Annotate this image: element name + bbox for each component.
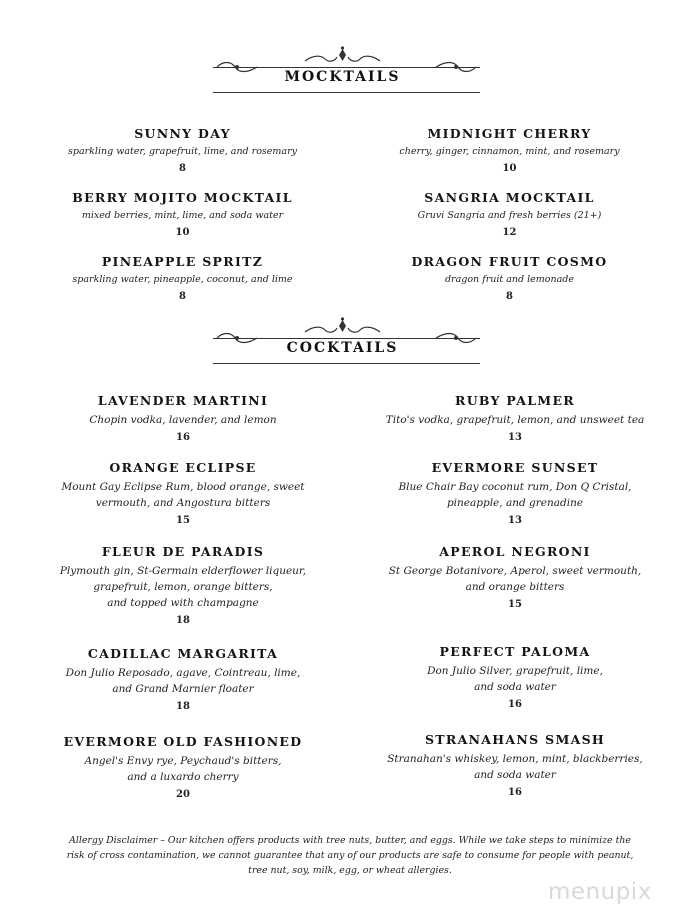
disclaimer-line: tree nut, soy, milk, egg, or wheat allergies. xyxy=(248,865,452,876)
item-price: 8 xyxy=(506,291,513,302)
description-line: vermouth, and Angostura bitters xyxy=(95,497,271,509)
item-name: EVERMORE SUNSET xyxy=(431,460,599,475)
item-description xyxy=(350,751,680,783)
menu-item xyxy=(30,254,335,302)
item-name: DRAGON FRUIT COSMO xyxy=(411,254,608,269)
item-price: 10 xyxy=(502,163,517,174)
item-name: SANGRIA MOCKTAIL xyxy=(424,190,595,205)
description-line: Tito's vodka, grapefruit, lemon, and unsweet tea xyxy=(385,414,645,426)
item-price: 20 xyxy=(176,789,190,800)
menu-item xyxy=(357,190,662,238)
item-name: PINEAPPLE SPRITZ xyxy=(101,254,264,269)
description-line: and soda water xyxy=(474,681,556,693)
item-description: mixed berries, mint, lime, and soda water xyxy=(81,210,284,221)
item-price: 15 xyxy=(176,515,190,526)
header-rule-bottom xyxy=(213,363,480,364)
menu-item xyxy=(357,254,662,302)
description-line: Stranahan's whiskey, lemon, mint, blackberries, xyxy=(387,753,643,765)
description-line: grapefruit, lemon, orange bitters, xyxy=(93,581,273,593)
item-name: ORANGE ECLIPSE xyxy=(109,460,257,475)
description-line: Blue Chair Bay coconut rum, Don Q Cristal, xyxy=(398,481,632,493)
menu-item xyxy=(350,393,680,443)
item-description xyxy=(18,479,348,511)
item-description: Gruvi Sangria and fresh berries (21+) xyxy=(417,210,602,221)
item-name: BERRY MOJITO MOCKTAIL xyxy=(72,190,293,205)
item-price: 18 xyxy=(176,615,190,626)
item-description xyxy=(350,479,680,511)
allergy-disclaimer xyxy=(34,833,666,878)
swirl-right-icon xyxy=(432,57,480,77)
description-line: St George Botanivore, Aperol, sweet vermouth, xyxy=(388,565,642,577)
menu-item xyxy=(350,544,680,610)
swirl-right-icon xyxy=(432,328,480,348)
cocktails-header xyxy=(205,316,480,376)
item-name: STRANAHANS SMASH xyxy=(424,732,606,747)
item-price: 13 xyxy=(508,515,522,526)
item-price: 16 xyxy=(508,787,522,798)
menu-item xyxy=(30,190,335,238)
mocktails-title: MOCKTAILS xyxy=(284,69,401,85)
item-price: 16 xyxy=(508,699,522,710)
item-price: 10 xyxy=(175,227,190,238)
item-description xyxy=(18,412,348,428)
item-name: MIDNIGHT CHERRY xyxy=(427,126,592,141)
disclaimer-line: Allergy Disclaimer – Our kitchen offers products with tree nuts, butter, and eggs. While we take steps to minimize the xyxy=(69,835,631,846)
header-rule-bottom xyxy=(213,92,480,93)
description-line: Plymouth gin, St-Germain elderflower liqueur, xyxy=(59,565,307,577)
item-description xyxy=(350,663,680,695)
description-line: and topped with champagne xyxy=(107,597,259,609)
item-price: 13 xyxy=(508,432,522,443)
item-description: dragon fruit and lemonade xyxy=(444,274,575,285)
description-line: pineapple, and grenadine xyxy=(446,497,584,509)
description-line: Mount Gay Eclipse Rum, blood orange, sweet xyxy=(61,481,305,493)
item-name: CADILLAC MARGARITA xyxy=(87,646,279,661)
menu-item xyxy=(357,126,662,174)
description-line: and soda water xyxy=(474,769,556,781)
item-name: FLEUR DE PARADIS xyxy=(101,544,265,559)
description-line: Angel's Envy rye, Peychaud's bitters, xyxy=(84,755,282,767)
disclaimer-line: risk of cross contamination, we cannot guarantee that any of our products are safe to consume for people with peanut, xyxy=(66,850,634,861)
description-line: Don Julio Silver, grapefruit, lime, xyxy=(427,665,603,677)
cocktails-title: COCKTAILS xyxy=(286,340,399,356)
mocktails-header xyxy=(205,45,480,105)
item-price: 18 xyxy=(176,701,190,712)
item-price: 8 xyxy=(179,163,186,174)
item-name: SUNNY DAY xyxy=(134,126,231,141)
menu-item xyxy=(18,544,348,626)
menu-item xyxy=(30,126,335,174)
description-line: and a luxardo cherry xyxy=(127,771,239,783)
item-description: sparkling water, grapefruit, lime, and rosemary xyxy=(67,146,298,157)
item-price: 15 xyxy=(508,599,522,610)
description-line: Don Julio Reposado, agave, Cointreau, lime, xyxy=(65,667,301,679)
item-description xyxy=(18,563,348,611)
item-description xyxy=(350,412,680,428)
item-name: LAVENDER MARTINI xyxy=(97,393,269,408)
item-price: 16 xyxy=(176,432,190,443)
item-name: PERFECT PALOMA xyxy=(439,644,591,659)
item-name: EVERMORE OLD FASHIONED xyxy=(63,734,303,749)
menu-item xyxy=(18,393,348,443)
menu-item xyxy=(18,460,348,526)
item-price: 12 xyxy=(502,227,517,238)
item-description xyxy=(350,563,680,595)
item-description xyxy=(18,665,348,697)
item-description: cherry, ginger, cinnamon, mint, and rosemary xyxy=(399,146,620,157)
item-price: 8 xyxy=(179,291,186,302)
menu-item xyxy=(350,732,680,798)
menu-item xyxy=(350,644,680,710)
description-line: and orange bitters xyxy=(465,581,565,593)
item-name: RUBY PALMER xyxy=(455,393,575,408)
menu-item xyxy=(18,734,348,800)
menu-item xyxy=(18,646,348,712)
watermark: menupix xyxy=(548,879,652,905)
description-line: and Grand Marnier floater xyxy=(112,683,254,695)
item-description: sparkling water, pineapple, coconut, and lime xyxy=(72,274,293,285)
item-description xyxy=(18,753,348,785)
description-line: Chopin vodka, lavender, and lemon xyxy=(89,414,277,426)
menu-item xyxy=(350,460,680,526)
item-name: APEROL NEGRONI xyxy=(439,544,591,559)
